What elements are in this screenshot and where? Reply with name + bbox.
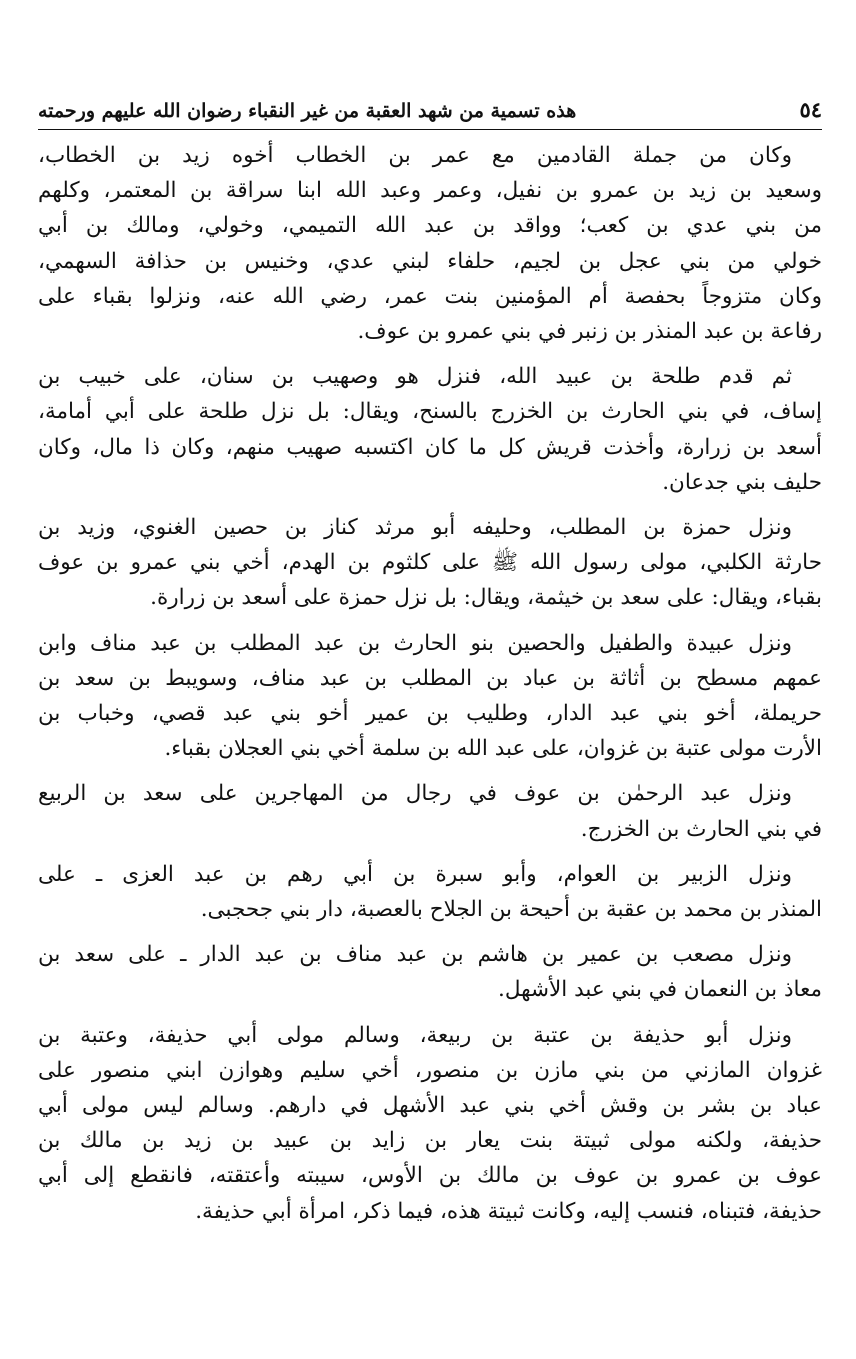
text-line: حليف بني جدعان. — [662, 469, 822, 495]
paragraph — [38, 776, 822, 846]
text-line: ونزل حمزة بن المطلب، وحليفه أبو مرثد كناز بن حصين الغنوي، وزيد بن — [38, 515, 792, 541]
text-line: ونزل عبد الرحمٰن بن عوف في رجال من المهاجرين على سعد بن الربيع — [38, 781, 792, 807]
text-line: الأرت مولى عتبة بن غزوان، على عبد الله بن سلمة أخي بني العجلان بقباء. — [164, 736, 822, 762]
running-title: هذه تسمية من شهد العقبة من غير النقباء رضوان الله عليهم ورحمته — [38, 100, 577, 122]
paragraph — [38, 510, 822, 616]
text-line: ونزل مصعب بن عمير بن هاشم بن عبد مناف بن عبد الدار ـ على سعد بن — [38, 942, 792, 968]
running-header — [38, 96, 822, 130]
text-line: عمهم مسطح بن أثاثة بن عباد بن المطلب بن عبد مناف، وسويبط بن سعد بن — [38, 665, 822, 691]
text-line: بقباء، ويقال: على سعد بن خيثمة، ويقال: بل نزل حمزة على أسعد بن زرارة. — [150, 585, 822, 611]
text-line: ثم قدم طلحة بن عبيد الله، فنزل هو وصهيب بن سنان، على خبيب بن — [38, 364, 792, 390]
text-line: عوف بن عمرو بن عوف بن مالك بن الأوس، سيبته وأعتقته، فانقطع إلى أبي — [38, 1163, 822, 1189]
text-line: إساف، في بني الحارث بن الخزرج بالسنح، ويقال: بل نزل طلحة على أبي أمامة، — [38, 399, 822, 425]
page-number: ٥٤ — [799, 97, 822, 122]
text-line: من بني عدي بن كعب؛ وواقد بن عبد الله التميمي، وخولي، ومالك بن أبي — [38, 213, 822, 239]
text-line: عباد بن بشر بن وقش أخي بني عبد الأشهل في دارهم. وسالم ليس مولى أبي — [38, 1093, 822, 1119]
text-line: ونزل أبو حذيفة بن عتبة بن ربيعة، وسالم مولى أبي حذيفة، وعتبة بن — [38, 1022, 792, 1048]
text-line: حريملة، أخو بني عبد الدار، وطليب بن عمير أخو بني عبد قصي، وخباب بن — [38, 701, 822, 727]
text-line: معاذ بن النعمان في بني عبد الأشهل. — [498, 977, 822, 1003]
text-line: غزوان المازني من بني مازن بن منصور، أخي سليم وهوازن ابني منصور على — [38, 1057, 822, 1083]
paragraph — [38, 937, 822, 1007]
text-line: المنذر بن محمد بن عقبة بن أحيحة بن الجلاح بالعصبة، دار بني جحجبى. — [200, 897, 822, 923]
text-line: حذيفة، فتبناه، فنسب إليه، وكانت ثبيتة هذه، فيما ذكر، امرأة أبي حذيفة. — [195, 1198, 822, 1224]
text-line: وسعيد بن زيد بن عمرو بن نفيل، وعمر وعبد الله ابنا سراقة بن المعتمر، وكلهم — [38, 178, 822, 204]
paragraph — [38, 138, 822, 349]
text-line: رفاعة بن عبد المنذر بن زنبر في بني عمرو بن عوف. — [357, 319, 822, 345]
text-line: في بني الحارث بن الخزرج. — [580, 816, 822, 842]
paragraph — [38, 359, 822, 500]
text-line: ونزل الزبير بن العوام، وأبو سبرة بن أبي رهم بن عبد العزى ـ على — [38, 861, 792, 887]
text-line: وكان من جملة القادمين مع عمر بن الخطاب أخوه زيد بن الخطاب، — [38, 143, 792, 168]
text-line: وكان متزوجاً بحفصة أم المؤمنين بنت عمر، رضي الله عنه، ونزلوا بقباء على — [38, 283, 822, 309]
text-line: ونزل عبيدة والطفيل والحصين بنو الحارث بن عبد المطلب بن عبد مناف وابن — [38, 630, 792, 656]
text-line: أسعد بن زرارة، وأخذت قريش كل ما كان اكتسبه صهيب منهم، وكان ذا مال، وكان — [38, 434, 822, 460]
text-line: حارثة الكلبي، مولى رسول الله ﷺ على كلثوم بن الهدم، أخي بني عمرو بن عوف — [38, 550, 822, 576]
body-text — [38, 138, 822, 1229]
text-line: حذيفة، ولكنه مولى ثبيتة بنت يعار بن زايد بن عبيد بن زيد بن مالك بن — [38, 1128, 822, 1154]
paragraph — [38, 857, 822, 927]
paragraph — [38, 1018, 822, 1229]
book-page — [38, 96, 822, 1239]
text-line: خولي من بني عجل بن لجيم، حلفاء لبني عدي، وخنيس بن حذافة السهمي، — [38, 248, 822, 274]
paragraph — [38, 626, 822, 767]
